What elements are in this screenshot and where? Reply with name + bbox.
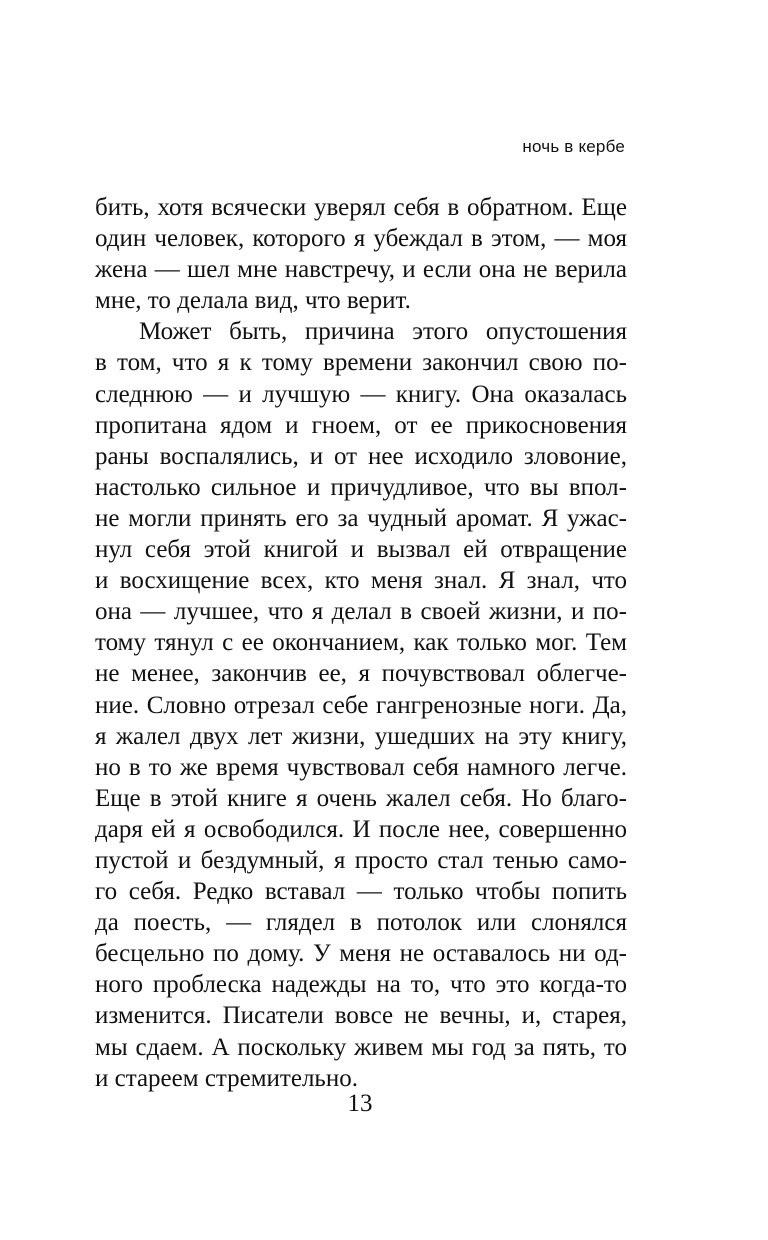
text-line: раны воспалялись, и от нее исходило зловоние,: [95, 442, 627, 470]
text-line: и восхищение всех, кто меня знал. Я знал, что: [95, 567, 627, 595]
body-text: [95, 192, 627, 1094]
text-line: настолько сильное и причудливое, что вы впол-: [95, 473, 627, 501]
text-line: пропитана ядом и гноем, от ее прикосновения: [95, 411, 627, 439]
text-line: она — лучшее, что я делал в своей жизни, и по-: [95, 598, 627, 626]
text-line: нул себя этой книгой и вызвал ей отвращение: [95, 536, 627, 564]
running-header: ночь в кербе: [522, 137, 625, 156]
text-line: бесцельно по дому. У меня не оставалось ни од-: [95, 940, 627, 968]
text-line: мне, то делала вид, что верит.: [95, 287, 411, 315]
text-line: но в то же время чувствовал себя намного легче.: [95, 753, 627, 781]
text-line: я жалел двух лет жизни, ушедших на эту книгу,: [95, 722, 627, 750]
text-line: не менее, закончив ее, я почувствовал облегче-: [95, 660, 627, 688]
text-line: пустой и бездумный, я просто стал тенью само-: [95, 846, 627, 874]
text-line: да поесть, — глядел в потолок или слонялся: [95, 909, 627, 937]
text-line: жена — шел мне навстречу, и если она не верила: [95, 256, 627, 284]
text-line: Может быть, причина этого опустошения: [139, 318, 627, 346]
text-line: и стареем стремительно.: [95, 1064, 358, 1092]
text-line: один человек, которого я убеждал в этом, — моя: [95, 225, 627, 253]
text-line: в том, что я к тому времени закончил свою по-: [95, 349, 627, 377]
text-line: не могли принять его за чудный аромат. Я ужас-: [95, 504, 627, 532]
page-number: 13: [347, 1090, 373, 1117]
text-line: тому тянул с ее окончанием, как только мог. Тем: [95, 629, 627, 657]
text-line: изменится. Писатели вовсе не вечны, и, старея,: [95, 1002, 627, 1030]
text-line: мы сдаем. А поскольку живем мы год за пять, то: [95, 1033, 627, 1061]
text-line: ние. Словно отрезал себе гангренозные ноги. Да,: [95, 691, 627, 719]
text-line: даря ей я освободился. И после нее, совершенно: [95, 815, 627, 843]
text-line: го себя. Редко вставал — только чтобы попить: [95, 878, 627, 906]
text-line: следнюю — и лучшую — книгу. Она оказалась: [95, 380, 627, 408]
text-line: ного проблеска надежды на то, что это когда-то: [95, 971, 627, 999]
text-line: Еще в этой книге я очень жалел себя. Но благо-: [95, 784, 627, 812]
text-line: бить, хотя всячески уверял себя в обратном. Еще: [95, 194, 627, 221]
